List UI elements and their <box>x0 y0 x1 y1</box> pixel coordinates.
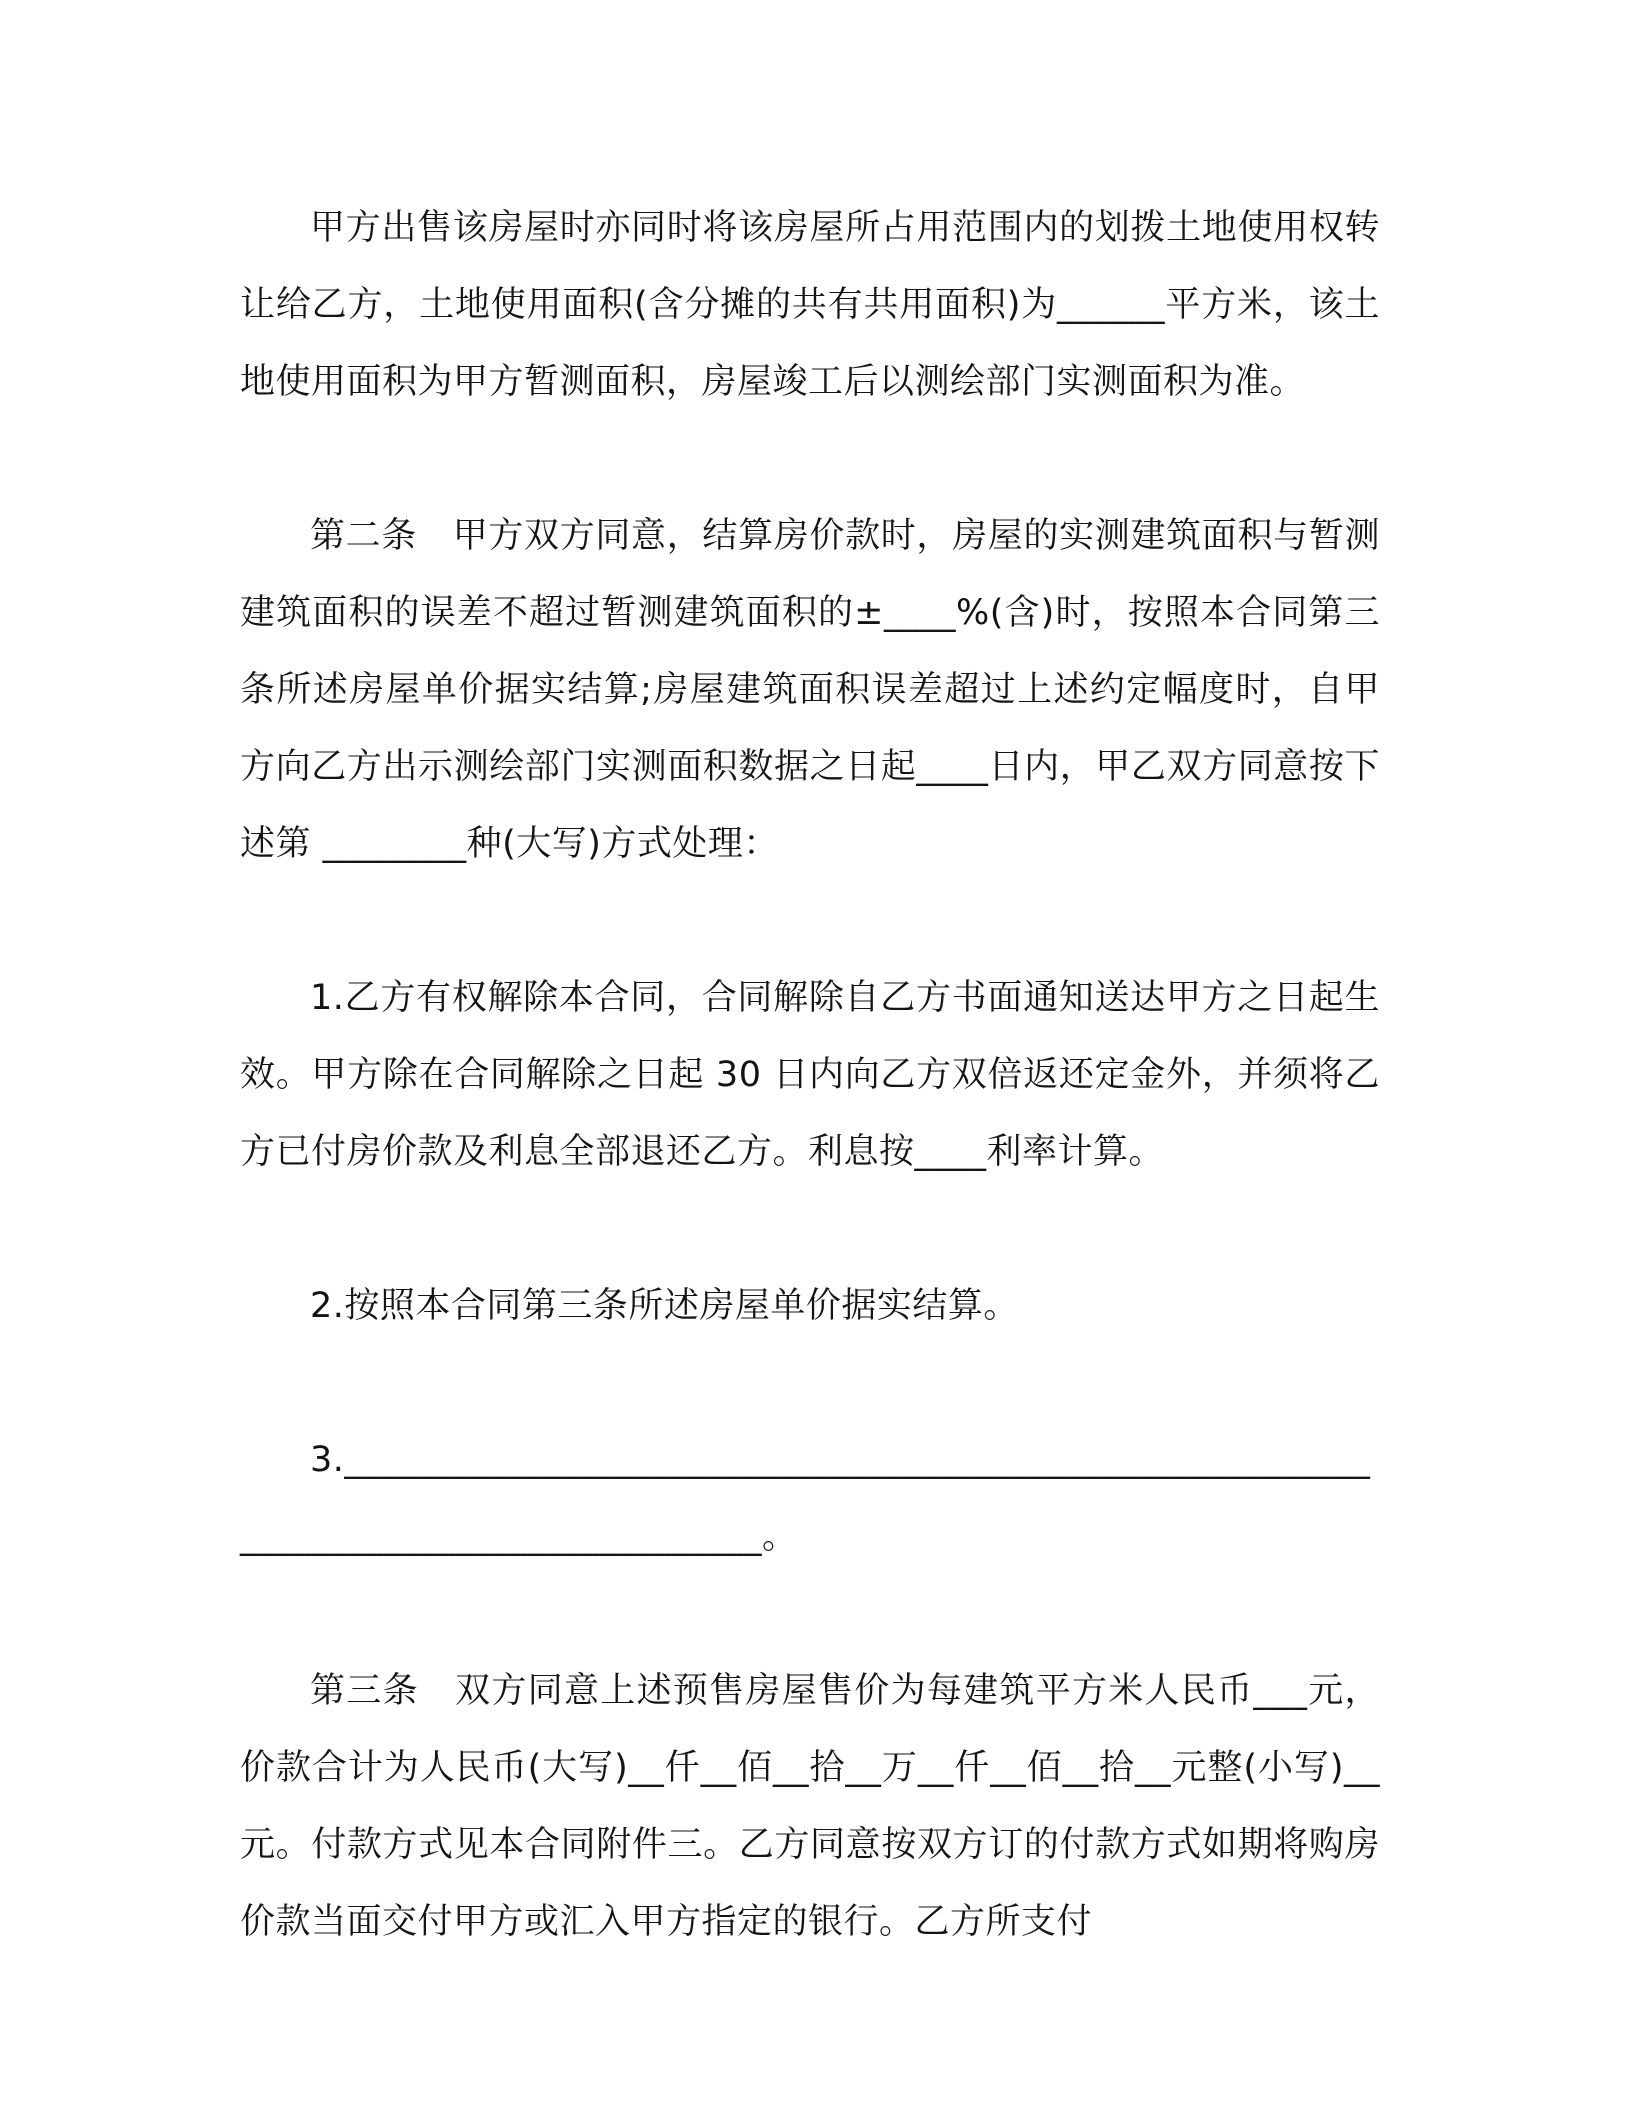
paragraph-article-two: 第二条 甲方双方同意，结算房价款时，房屋的实测建筑面积与暂测建筑面积的误差不超过暂测建筑面积的±____%(含)时，按照本合同第三条所述房屋单价据实结算;房屋建筑面积误差超过上述约定幅度时，自甲方向乙方出示测绘部门实测面积数据之日起____日内，甲乙双方同意按下述第 ________种(大写)方式处理： <box>240 516 1380 864</box>
paragraph-option-three: 3.______________________________________________________________________________________。 <box>240 1440 1371 1557</box>
paragraph-option-one: 1.乙方有权解除本合同，合同解除自乙方书面通知送达甲方之日起生效。甲方除在合同解除之日起 30 日内向乙方双倍返还定金外，并须将乙方已付房价款及利息全部退还乙方。利息按____利率计算。 <box>240 978 1380 1172</box>
paragraph-land-use-transfer: 甲方出售该房屋时亦同时将该房屋所占用范围内的划拨土地使用权转让给乙方，土地使用面积(含分摊的共有共用面积)为______平方米，该土地使用面积为甲方暂测面积，房屋竣工后以测绘部门实测面积为准。 <box>240 208 1380 402</box>
paragraph-option-two: 2.按照本合同第三条所述房屋单价据实结算。 <box>310 1286 1019 1326</box>
paragraph-article-three: 第三条 双方同意上述预售房屋售价为每建筑平方米人民币___元，价款合计为人民币(大写)__仟__佰__拾__万__仟__佰__拾__元整(小写)__元。付款方式见本合同附件三。乙方同意按双方订的付款方式如期将购房价款当面交付甲方或汇入甲方指定的银行。乙方所支付 <box>240 1671 1380 1942</box>
document-page <box>240 190 1380 1961</box>
